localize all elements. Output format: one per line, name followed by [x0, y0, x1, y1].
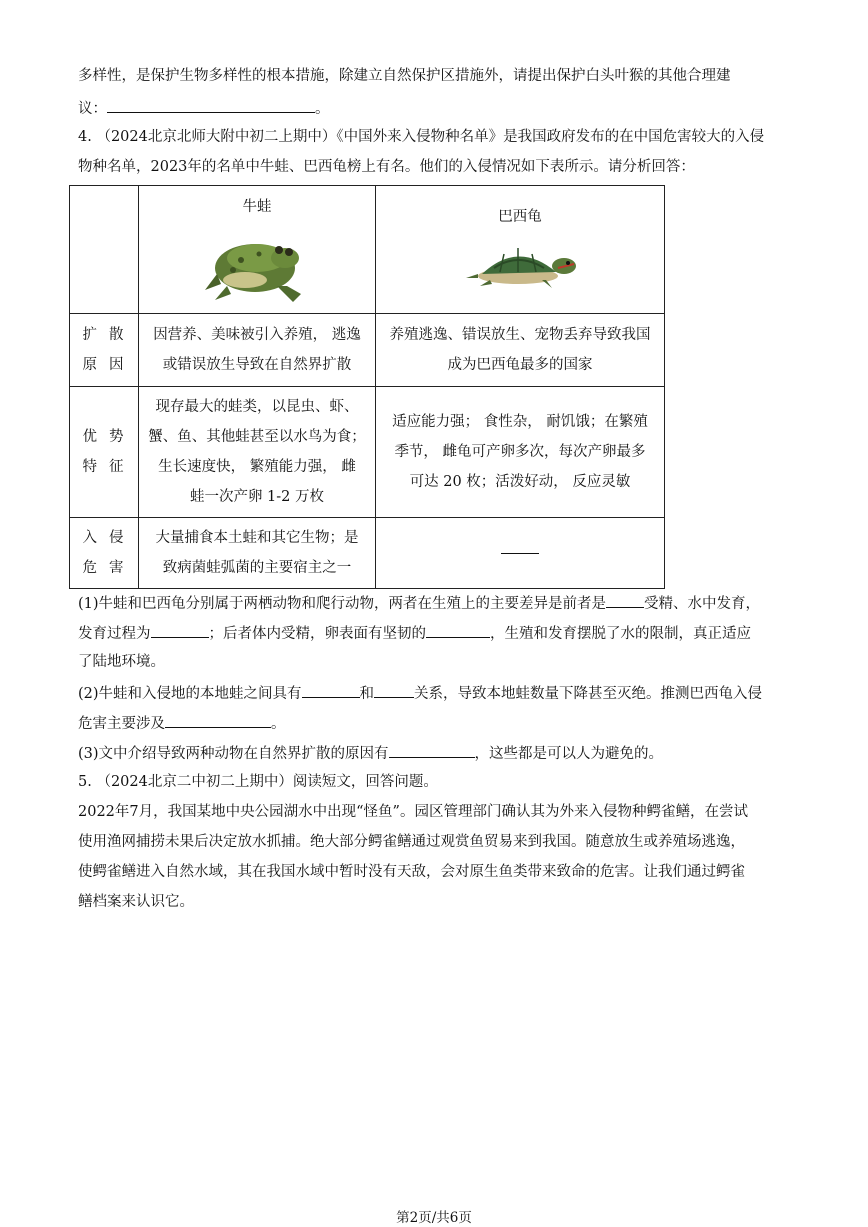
- text-line: [78, 97, 790, 119]
- answer-blank[interactable]: [606, 592, 644, 608]
- question-5-title: 5. （2024北京二中初二上期中）阅读短文，回答问题。: [78, 774, 438, 790]
- question-4-line: 4. （2024北京北师大附中初二上期中）《中国外来入侵物种名单》是我国政府发布的在中国危害较大的入侵: [78, 129, 765, 145]
- invasion-table: [69, 185, 665, 589]
- passage-line: 使鳄雀鳝进入自然水域，其在我国水域中暂时没有天敌，会对原生鱼类带来致命的危害。让我们通过鳄雀: [78, 864, 745, 880]
- sub-question-1-end: 了陆地环境。: [78, 654, 165, 670]
- answer-blank[interactable]: [165, 712, 271, 728]
- answer-blank[interactable]: [302, 682, 360, 698]
- question-4-line: 物种名单，2023年的名单中牛蛙、巴西龟榜上有名。他们的入侵情况如下表所示。请分析回答：: [78, 159, 695, 175]
- answer-blank[interactable]: [389, 742, 475, 758]
- turtle-header-cell: [376, 186, 665, 314]
- text-line: 多样性，是保护生物多样性的根本措施，除建立自然保护区措施外，请提出保护白头叶猴的其他合理建: [78, 68, 731, 84]
- row-head-advantage: 优势 特征: [70, 387, 139, 518]
- passage-line: 鳝档案来认识它。: [78, 894, 194, 910]
- answer-blank[interactable]: [374, 682, 414, 698]
- frog-spread-cell: 因营养、美味被引入养殖， 逃逸 或错误放生导致在自然界扩散: [139, 314, 376, 387]
- answer-blank[interactable]: [151, 622, 209, 638]
- text-fragment: 议：: [78, 101, 107, 117]
- bullfrog-icon: [197, 228, 317, 308]
- frog-column-title: 牛蛙: [242, 199, 272, 215]
- frog-harm-cell: 大量捕食本土蛙和其它生物；是 致病菌蛙弧菌的主要宿主之一: [139, 518, 376, 589]
- row-head-harm: 入侵 危害: [70, 518, 139, 589]
- text-fragment: 。: [315, 101, 330, 117]
- brazilian-turtle-icon: [460, 238, 580, 298]
- sub-question-2-cont: 危害主要涉及 。: [78, 712, 790, 734]
- page-footer: 第2页/共6页: [396, 1210, 472, 1226]
- sub-question-2: (2)牛蛙和入侵地的本地蛙之间具有 和 关系，导致本地蛙数量下降甚至灭绝。推测巴西龟入侵: [78, 682, 790, 704]
- answer-blank[interactable]: [107, 97, 315, 113]
- turtle-column-title: 巴西龟: [498, 209, 542, 225]
- frog-header-cell: [139, 186, 376, 314]
- sub-question-3: (3)文中介绍导致两种动物在自然界扩散的原因有 ，这些都是可以人为避免的。: [78, 742, 790, 764]
- sub-question-1: (1)牛蛙和巴西龟分别属于两栖动物和爬行动物，两者在生殖上的主要差异是前者是 受精、水中发育，: [78, 592, 790, 614]
- turtle-spread-cell: 养殖逃逸、错误放生、宠物丢弃导致我国 成为巴西龟最多的国家: [376, 314, 665, 387]
- table-corner: [70, 186, 139, 314]
- sub-question-1-cont: 发育过程为 ；后者体内受精，卵表面有坚韧的 ，生殖和发育摆脱了水的限制，真正适应: [78, 622, 790, 644]
- passage-line: 使用渔网捕捞未果后决定放水抓捕。绝大部分鳄雀鳝通过观赏鱼贸易来到我国。随意放生或养殖场逃逸，: [78, 834, 745, 850]
- dash-placeholder: [501, 552, 539, 554]
- row-head-spread: 扩散 原因: [70, 314, 139, 387]
- frog-advantage-cell: 现存最大的蛙类，以昆虫、虾、 蟹、鱼、其他蛙甚至以水鸟为食； 生长速度快， 繁殖能力强， 雌 蛙一次产卵 1-2 万枚: [139, 387, 376, 518]
- turtle-harm-cell: [376, 518, 665, 589]
- passage-line: 2022年7月，我国某地中央公园湖水中出现“怪鱼”。园区管理部门确认其为外来入侵物种鳄雀鳝，在尝试: [78, 804, 748, 820]
- turtle-advantage-cell: 适应能力强； 食性杂， 耐饥饿；在繁殖 季节， 雌龟可产卵多次，每次产卵最多 可达 20 枚；活泼好动， 反应灵敏: [376, 387, 665, 518]
- answer-blank[interactable]: [426, 622, 490, 638]
